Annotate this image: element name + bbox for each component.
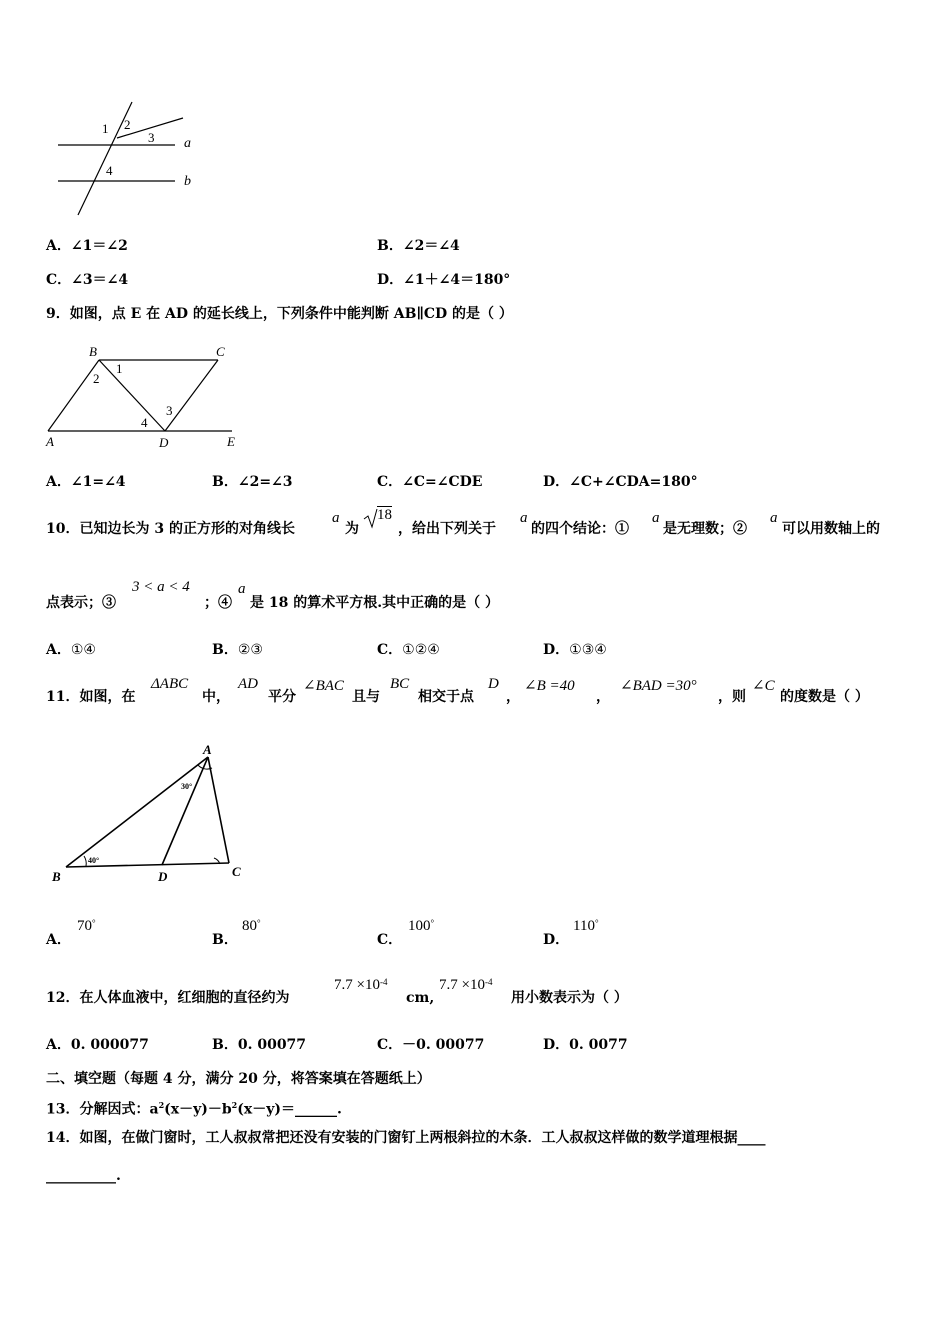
fig8-label-4: 4: [106, 163, 113, 178]
q10-line1-c: ，给出下列关于: [398, 521, 496, 537]
q8-option-d: D．∠1＋∠4＝180°: [377, 272, 511, 288]
q11-stem-4: 且与: [352, 689, 380, 705]
q10-var-a-1: a: [332, 510, 340, 526]
q10-option-b: B．②③: [212, 642, 263, 658]
fig11-label-C: C: [232, 864, 241, 879]
q10-line1-d: 的四个结论：①: [531, 521, 629, 537]
q11-tri: ΔABC: [151, 676, 189, 692]
q12-stem-3: 用小数表示为（ ）: [511, 990, 628, 1006]
q10-line1-e: 是无理数；②: [663, 521, 747, 537]
q10-var-a-3: a: [652, 510, 660, 526]
q8-option-a: A．∠1＝∠2: [46, 238, 128, 254]
fig9-label-E: E: [227, 434, 235, 449]
q10-sqrt-arg: 18: [377, 507, 392, 523]
fig8-label-a: a: [184, 136, 191, 151]
fig8-label-2: 2: [124, 117, 131, 132]
q11-stem-1: 11．如图，在: [46, 689, 136, 705]
q8-figure: [50, 100, 210, 220]
q12-num-1: $7.7 \times 10^{-4}$: [334, 977, 388, 993]
q11-angle-b: ∠B =40: [524, 678, 575, 694]
q11-option-d-key: D．: [543, 932, 570, 948]
q11-stem-5: 相交于点: [418, 689, 474, 705]
q11-ad: AD: [238, 676, 258, 692]
q8-option-b: B．∠2＝∠4: [377, 238, 460, 254]
q12-option-c: C．－0. 00077: [377, 1037, 485, 1053]
q13-stem: 13．分解因式：$a^2(x-y)-b^2(x-y)=\_\_\_\_\_\_$.: [46, 1100, 342, 1118]
q14-line2: __________.: [46, 1168, 121, 1184]
q11-bc: BC: [390, 676, 410, 692]
fig9-label-3: 3: [166, 403, 173, 418]
q9-figure: [44, 340, 244, 450]
q12-option-d: D．0. 0077: [543, 1037, 628, 1053]
q11-option-c-key: C．: [377, 932, 403, 948]
q12-num-2: $7.7 \times 10^{-4}$: [439, 977, 493, 993]
fig11-label-40: 40°: [88, 856, 100, 865]
q10-line1-f: 可以用数轴上的: [782, 521, 880, 537]
q9-option-c: C．∠C=∠CDE: [377, 474, 483, 490]
q11-option-b-key: B．: [212, 932, 238, 948]
q14-line1: 14．如图，在做门窗时，工人叔叔常把还没有安装的门窗钉上两根斜拉的木条．工人叔叔这样做的数学道理根据____: [46, 1130, 766, 1146]
fig11-label-B: B: [52, 869, 61, 884]
q11-stem-3: 平分: [268, 689, 296, 705]
q10-ineq: 3 < a < 4: [132, 579, 190, 595]
q10-option-d: D．①③④: [543, 642, 607, 658]
q12-option-a: A．0. 000077: [46, 1037, 149, 1053]
q12-option-b: B．0. 00077: [212, 1037, 307, 1053]
q11-bac: ∠BAC: [303, 678, 344, 694]
fig9-label-D: D: [159, 435, 169, 450]
q10-option-a: A．①④: [46, 642, 96, 658]
fig11-label-D: D: [158, 869, 168, 884]
fig11-label-A: A: [203, 742, 212, 757]
q10-line1-b: 为: [345, 521, 359, 537]
q11-angle-bad: ∠BAD =30°: [620, 678, 697, 694]
q11-option-d-value: 110°: [573, 918, 599, 934]
q11-option-b-value: 80°: [242, 918, 261, 934]
q10-sqrt-sign: [364, 508, 378, 530]
q10-line2-c: 是 18 的算术平方根.其中正确的是（ ）: [250, 595, 499, 611]
q11-stem-7: ，: [596, 689, 610, 705]
q11-stem-8: ，则: [718, 689, 746, 705]
q11-stem-9: 的度数是（ ）: [780, 689, 869, 705]
q10-line2-b: ；④: [204, 595, 232, 611]
fig9-label-A: A: [46, 434, 54, 449]
q9-option-b: B．∠2=∠3: [212, 474, 293, 490]
q11-angle-c: ∠C: [752, 678, 775, 694]
fig11-label-30: 30°: [181, 782, 193, 791]
q9-stem: 9．如图，点 E 在 AD 的延长线上，下列条件中能判断 AB∥CD 的是（ ）: [46, 306, 513, 322]
fig9-label-B: B: [89, 344, 97, 359]
section-2-heading: 二、填空题（每题 4 分，满分 20 分，将答案填在答题纸上）: [46, 1071, 431, 1087]
q10-var-a-4: a: [770, 510, 778, 526]
q11-option-a-key: A．: [46, 932, 71, 948]
fig9-label-2: 2: [93, 371, 100, 386]
q11-option-a-value: 70°: [77, 918, 96, 934]
fig8-label-3: 3: [148, 130, 155, 145]
q11-figure: [48, 740, 258, 890]
fig9-label-4: 4: [141, 415, 148, 430]
q11-stem-6: ，: [506, 689, 520, 705]
q10-var-a-2: a: [520, 510, 528, 526]
q11-d: D: [488, 676, 499, 692]
fig9-label-1: 1: [116, 361, 123, 376]
q9-option-a: A．∠1=∠4: [46, 474, 126, 490]
q11-option-c-value: 100°: [408, 918, 435, 934]
q10-option-c: C．①②④: [377, 642, 440, 658]
q9-option-d: D．∠C+∠CDA=180°: [543, 474, 698, 490]
q10-var-a-5: a: [238, 581, 246, 597]
q11-stem-2: 中，: [202, 689, 230, 705]
fig9-label-C: C: [216, 344, 225, 359]
q10-line1-a: 10．已知边长为 3 的正方形的对角线长: [46, 521, 295, 537]
fig8-label-b: b: [184, 174, 191, 189]
q8-option-c: C．∠3＝∠4: [46, 272, 129, 288]
q12-stem-1: 12．在人体血液中，红细胞的直径约为: [46, 990, 290, 1006]
q12-stem-2: cm,: [406, 990, 435, 1006]
q10-line2-a: 点表示；③: [46, 595, 116, 611]
fig8-label-1: 1: [102, 121, 109, 136]
